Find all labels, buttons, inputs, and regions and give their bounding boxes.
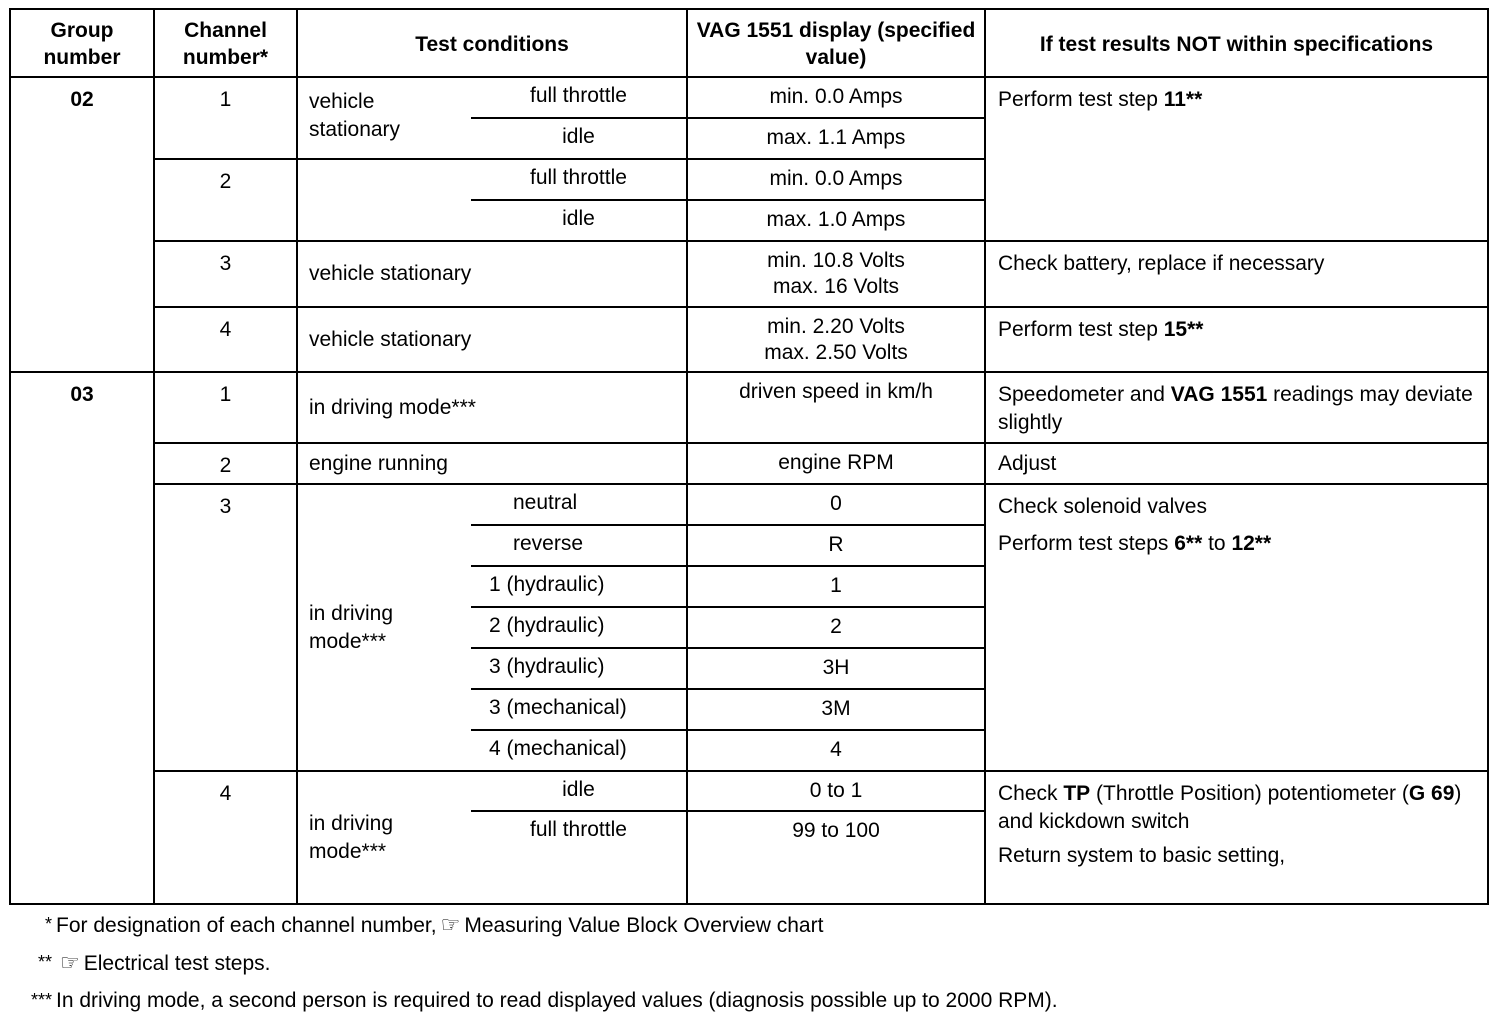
value-cell: 99 to 100	[687, 811, 985, 904]
result-line: Check solenoid valves	[998, 495, 1207, 518]
result-cell	[985, 372, 1488, 443]
condition-cell: vehicle stationary	[297, 77, 471, 159]
gear-label: reverse	[471, 525, 687, 566]
condition-cell: vehicle stationary	[297, 241, 687, 307]
header-results: If test results NOT within specifications	[985, 9, 1488, 77]
header-display: VAG 1551 display (specified value)	[687, 9, 985, 77]
sub-condition-cell: full throttle	[471, 159, 687, 200]
value-cell: max. 1.1 Amps	[687, 118, 985, 159]
result-cell: Check battery, replace if necessary	[985, 241, 1488, 307]
value-cell: max. 1.0 Amps	[687, 200, 985, 241]
channel-cell: 4	[154, 307, 297, 372]
result-text: Perform test step	[998, 88, 1164, 111]
channel-cell: 1	[154, 372, 297, 443]
group-number-02: 02	[10, 77, 154, 372]
result-bold: VAG 1551	[1170, 383, 1268, 406]
value-line: max. 2.50 Volts	[764, 341, 908, 364]
channel-cell: 2	[154, 159, 297, 241]
value-cell: 0 to 1	[687, 771, 985, 811]
result-text: Perform test steps	[998, 532, 1175, 555]
result-line	[998, 780, 1477, 836]
channel-cell: 2	[154, 443, 297, 484]
footnote-text: For designation of each channel number,	[56, 914, 437, 937]
value-line: min. 2.20 Volts	[767, 315, 905, 338]
result-step-ref: 15**	[1163, 318, 1204, 341]
result-text: Check	[998, 782, 1064, 805]
gear-value: 4	[687, 730, 985, 771]
result-text: (Throttle Position) potentiometer (	[1090, 782, 1409, 805]
condition-cell: in driving mode***	[297, 372, 687, 443]
result-text: to	[1202, 532, 1232, 555]
gear-label: 3 (hydraulic)	[471, 648, 687, 689]
group-number-03: 03	[10, 372, 154, 904]
result-text: ) and kickdown switch	[998, 782, 1462, 833]
value-cell: driven speed in km/h	[687, 372, 985, 443]
specification-table	[9, 8, 1489, 905]
result-step-ref: 6**	[1174, 532, 1203, 555]
gear-value: 2	[687, 607, 985, 648]
condition-cell: in driving mode***	[297, 771, 471, 904]
gear-label: 1 (hydraulic)	[471, 566, 687, 607]
footnote-2	[18, 944, 1058, 982]
footnote-3	[18, 982, 1058, 1019]
result-text: readings may deviate slightly	[998, 383, 1473, 434]
result-line: Return system to basic setting,	[998, 844, 1286, 867]
sub-condition-cell: idle	[471, 118, 687, 159]
pointing-hand-icon: ☞	[60, 950, 80, 975]
result-text: Perform test step	[998, 318, 1164, 341]
gear-label: 3 (mechanical)	[471, 689, 687, 730]
sub-condition-cell: idle	[471, 200, 687, 241]
header-group: Group number	[10, 9, 154, 77]
gear-value: 3M	[687, 689, 985, 730]
gear-value: 1	[687, 566, 985, 607]
result-text: Speedometer and	[998, 383, 1171, 406]
header-channel: Channel number*	[154, 9, 297, 77]
pointing-hand-icon: ☞	[440, 912, 461, 937]
value-line: max. 16 Volts	[772, 275, 900, 298]
value-cell	[687, 241, 985, 307]
footnote-marker: ***	[30, 990, 52, 1010]
footnote-text: Measuring Value Block Overview chart	[464, 914, 824, 937]
result-bold: G 69	[1408, 782, 1455, 805]
gear-label: neutral	[471, 484, 687, 525]
sub-condition-cell: full throttle	[471, 77, 687, 118]
header-test-conditions: Test conditions	[297, 9, 687, 77]
footnote-1	[18, 906, 1058, 944]
value-line: min. 10.8 Volts	[767, 249, 905, 272]
channel-cell: 3	[154, 484, 297, 771]
gear-value: 3H	[687, 648, 985, 689]
footnote-marker: **	[37, 952, 52, 972]
channel-cell: 3	[154, 241, 297, 307]
value-cell	[687, 307, 985, 372]
footnote-marker: *	[44, 914, 52, 934]
gear-label: 4 (mechanical)	[471, 730, 687, 771]
condition-cell: vehicle stationary	[297, 307, 687, 372]
result-line	[998, 530, 1477, 558]
gear-label: 2 (hydraulic)	[471, 607, 687, 648]
gear-value: R	[687, 525, 985, 566]
condition-cell: engine running	[297, 443, 687, 484]
condition-cell: in driving mode***	[297, 484, 471, 771]
footnote-text: Electrical test steps.	[83, 952, 271, 975]
result-cell	[985, 771, 1488, 904]
value-cell: min. 0.0 Amps	[687, 159, 985, 200]
gear-value: 0	[687, 484, 985, 525]
channel-cell: 4	[154, 771, 297, 904]
value-cell: engine RPM	[687, 443, 985, 484]
footnotes	[18, 906, 1058, 1019]
footnote-text: In driving mode, a second person is required to read displayed values (diagnosis possible up to 2000 RPM).	[56, 989, 1058, 1012]
sub-condition-cell: full throttle	[471, 811, 687, 904]
condition-cell-empty	[297, 159, 471, 241]
result-cell	[985, 307, 1488, 372]
result-bold: TP	[1063, 782, 1091, 805]
result-cell: Adjust	[985, 443, 1488, 484]
channel-cell: 1	[154, 77, 297, 159]
result-cell	[985, 77, 1488, 241]
result-cell	[985, 484, 1488, 771]
result-step-ref: 11**	[1163, 88, 1203, 111]
result-step-ref: 12**	[1231, 532, 1272, 555]
value-cell: min. 0.0 Amps	[687, 77, 985, 118]
sub-condition-cell: idle	[471, 771, 687, 811]
